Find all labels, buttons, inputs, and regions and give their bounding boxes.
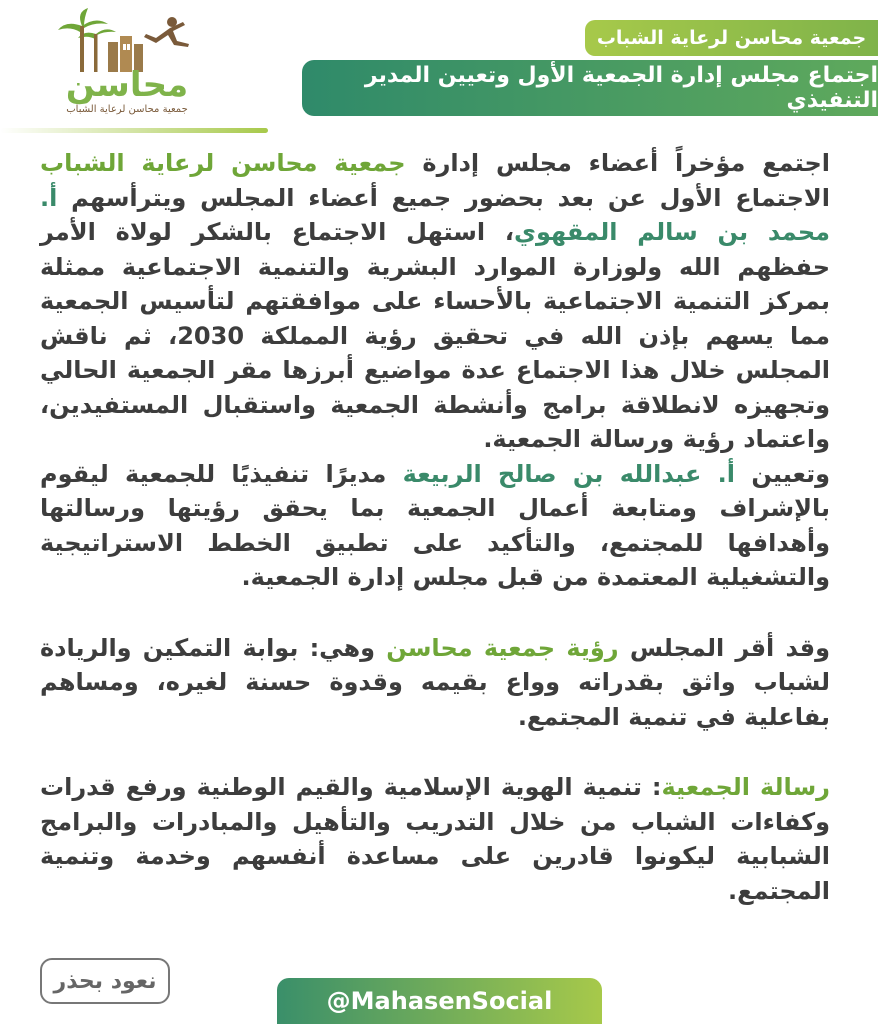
org-name-highlight: جمعية محاسن لرعاية الشباب <box>40 149 406 177</box>
director-name-highlight: أ. عبدالله بن صالح الربيعة <box>402 459 736 488</box>
logo-wordmark: محاسن <box>65 65 189 105</box>
social-handle-banner[interactable]: @MahasenSocial <box>277 978 602 1024</box>
paragraph-meeting: اجتمع مؤخراً أعضاء مجلس إدارة جمعية محاسن لرعاية الشباب الاجتماع الأول عن بعد بحضور جميع أعضاء المجلس ويترأسهم أ. محمد بن سالم المقهوي، استهل الاجتماع بالشكر لولاة الأمر حفظهم الله ولوزارة الموارد البشرية والتنمية الاجتماعية ممثلة بمركز التنمية الاجتماعية بالأحساء على موافقتهم لتأسيس الجمعية مما يسهم بإذن الله في تحقيق رؤية المملكة 2030، ثم ناقش المجلس خلال هذا الاجتماع عدة مواضيع أبرزها مقر الجمعية الحالي وتجهيزه لانطلاقة برامج وأنشطة الجمعية واستقبال المستفيدين، واعتماد رؤية ورسالة الجمعية. <box>40 149 831 453</box>
mahasen-logo <box>52 8 202 120</box>
mission-highlight: رسالة الجمعية <box>661 773 830 801</box>
paragraph-director: وتعيين أ. عبدالله بن صالح الربيعة مديرًا تنفيذيًا للجمعية ليقوم بالإشراف ومتابعة أعمال الجمعية بما يحقق رؤيتها ورسالتها وأهدافها للمجتمع، والتأكيد على تطبيق الخطط الاستراتيجية والتشغيلية المعتمدة من قبل مجلس إدارة الجمعية. <box>40 459 830 591</box>
header-divider <box>0 128 268 133</box>
announcement-body <box>40 146 830 908</box>
paragraph-vision: وقد أقر المجلس رؤية جمعية محاسن وهي: بوابة التمكين والريادة لشباب واثق بقدراته وواع بقيمه وقدوة حسنة لغيره، ومساهم بفاعلية في تنمية المجتمع. <box>40 633 830 731</box>
announcement-title: اجتماع مجلس إدارة الجمعية الأول وتعيين المدير التنفيذي <box>302 60 878 116</box>
org-name-tag: جمعية محاسن لرعاية الشباب <box>585 20 878 56</box>
logo-graphic-icon <box>52 8 202 108</box>
chairman-name-highlight: أ. محمد بن سالم المقهوي <box>40 183 830 246</box>
vision-highlight: رؤية جمعية محاسن <box>386 633 619 662</box>
logo-tagline: جمعية محاسن لرعاية الشباب <box>66 104 188 115</box>
paragraph-mission: رسالة الجمعية: تنمية الهوية الإسلامية والقيم الوطنية ورفع قدرات وكفاءات الشباب من خلال التدريب والتأهيل والمبادرات والبرامج الشبابية ليكونوا قادرين على مساعدة أنفسهم وخدمة وتنمية المجتمع. <box>40 773 830 905</box>
campaign-stamp: نعود بحذر <box>40 958 170 1004</box>
